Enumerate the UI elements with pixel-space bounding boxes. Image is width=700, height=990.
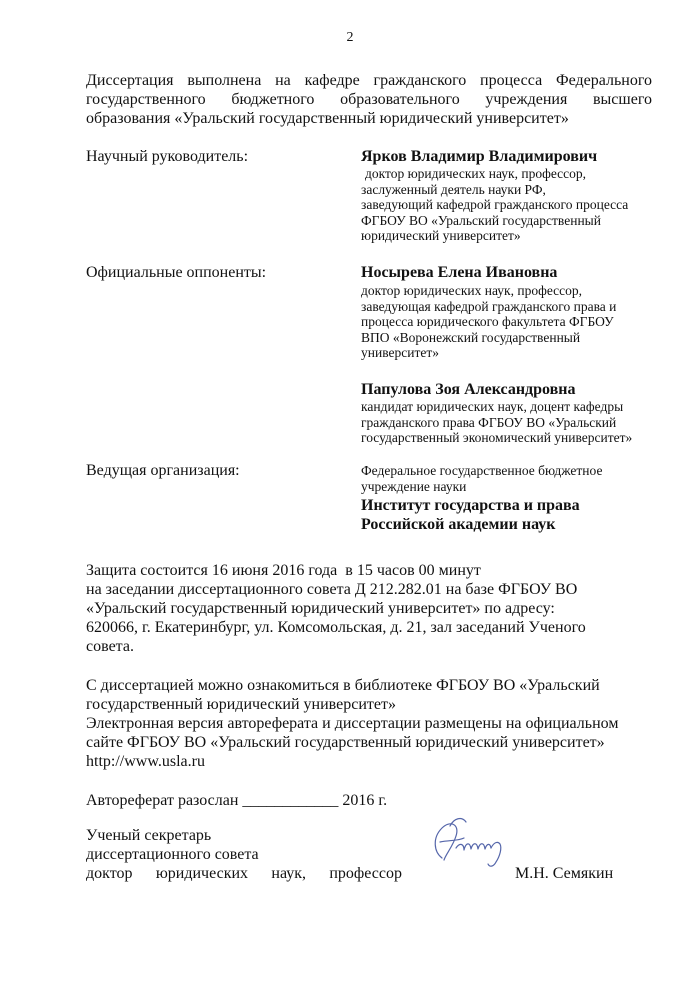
detail-line: гражданского права ФГБОУ ВО «Уральский (361, 414, 617, 430)
detail-line: заслуженный деятель науки РФ, (361, 181, 546, 197)
org-name-line: Институт государства и права (361, 497, 580, 514)
defense-line: 620066, г. Екатеринбург, ул. Комсомольская, д. 21, зал заседаний Ученого (86, 619, 586, 636)
library-line: Электронная версия автореферата и диссертации размещены на официальном (86, 715, 619, 732)
library-paragraph (86, 676, 618, 771)
intro-line: государственного бюджетного образовательного учреждения высшего (86, 91, 652, 108)
intro-line: образования «Уральский государственный юридический университет» (86, 110, 569, 127)
supervisor-label: Научный руководитель: (86, 148, 249, 165)
opponent-details (361, 283, 616, 361)
degree-word: профессор (329, 865, 402, 882)
secretary-title: Ученый секретарь (86, 827, 212, 844)
defense-line: совета. (86, 638, 134, 655)
degree-word: доктор (86, 865, 133, 882)
secretary-degree (86, 864, 402, 883)
leading-org-label: Ведущая организация: (86, 462, 240, 479)
supervisor-name: Ярков Владимир Владимирович (361, 148, 598, 165)
detail-line: Федеральное государственное бюджетное (361, 463, 603, 478)
library-line: С диссертацией можно ознакомиться в библиотеке ФГБОУ ВО «Уральский (86, 677, 600, 694)
library-link[interactable]: http://www.usla.ru (86, 753, 205, 770)
library-line: сайте ФГБОУ ВО «Уральский государственный юридический университет» (86, 734, 605, 751)
intro-line: Диссертация выполнена на кафедре гражданского процесса Федерального (86, 72, 652, 89)
intro-paragraph (86, 71, 652, 128)
defense-paragraph (86, 561, 586, 656)
supervisor-details (361, 166, 628, 244)
detail-line: ВПО «Воронежский государственный (361, 329, 581, 345)
org-name-line: Российской академии наук (361, 516, 556, 533)
signature-icon (420, 808, 520, 872)
detail-line: университет» (361, 345, 439, 360)
defense-line: «Уральский государственный юридический университет» по адресу: (86, 600, 555, 617)
library-line: государственный юридический университет» (86, 696, 396, 713)
detail-line: учреждение науки (361, 478, 467, 494)
detail-line: процесса юридического факультета ФГБОУ (361, 314, 614, 329)
detail-line: доктор юридических наук, профессор, (361, 283, 583, 298)
detail-line: заведующий кафедрой гражданского процесса (361, 197, 629, 212)
detail-line: доктор юридических наук, профессор, (365, 166, 587, 181)
secretary-council: диссертационного совета (86, 846, 259, 863)
defense-line: на заседании диссертационного совета Д 212.282.01 на базе ФГБОУ ВО (86, 581, 578, 598)
opponent-details (361, 399, 632, 446)
secretary-block (86, 826, 259, 864)
page-number: 2 (346, 30, 354, 45)
secretary-name: М.Н. Семякин (515, 865, 614, 882)
detail-line: государственный экономический университет» (361, 430, 633, 445)
opponent-name: Папулова Зоя Александровна (361, 381, 576, 398)
sent-line: Автореферат разослан ____________ 2016 г. (86, 792, 388, 809)
defense-line: Защита состоится 16 июня 2016 года в 15 часов 00 минут (86, 562, 481, 579)
opponents-label: Официальные оппоненты: (86, 264, 267, 281)
opponent-name: Носырева Елена Ивановна (361, 264, 558, 281)
degree-word: юридических (155, 865, 249, 882)
degree-word: наук, (271, 865, 306, 882)
detail-line: заведующая кафедрой гражданского права и (361, 298, 617, 314)
detail-line: ФГБОУ ВО «Уральский государственный (361, 212, 601, 228)
leading-org-name (361, 496, 580, 534)
detail-line: юридический университет» (361, 228, 521, 243)
detail-line: кандидат юридических наук, доцент кафедры (361, 399, 624, 414)
leading-org-details (361, 463, 602, 494)
